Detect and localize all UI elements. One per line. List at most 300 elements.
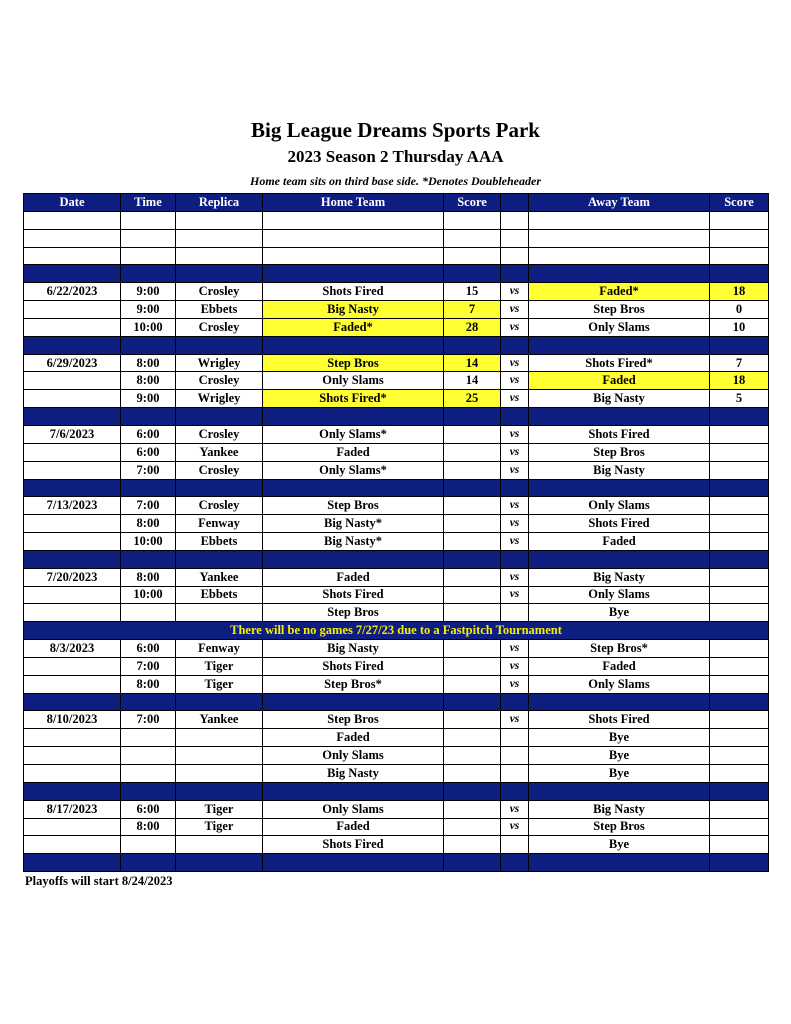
away-team-cell: Step Bros [529, 443, 710, 461]
separator-cell [121, 408, 176, 426]
away-score-cell [710, 836, 769, 854]
vs-cell: vs [501, 515, 529, 533]
home-score-cell [444, 836, 501, 854]
date-cell [24, 461, 121, 479]
away-score-cell: 10 [710, 318, 769, 336]
home-score-cell: 28 [444, 318, 501, 336]
separator-cell [710, 550, 769, 568]
time-cell: 8:00 [121, 675, 176, 693]
away-score-cell [710, 747, 769, 765]
separator-cell [529, 693, 710, 711]
game-row [24, 747, 769, 765]
blank-row [24, 247, 769, 265]
date-cell: 6/22/2023 [24, 283, 121, 301]
date-cell [24, 586, 121, 604]
date-cell [24, 390, 121, 408]
home-score-cell [444, 461, 501, 479]
separator-cell [263, 479, 444, 497]
date-cell [24, 765, 121, 783]
week-separator-row [24, 550, 769, 568]
date-cell [24, 372, 121, 390]
separator-cell [263, 854, 444, 872]
home-team-cell: Step Bros [263, 497, 444, 515]
blank-cell [529, 229, 710, 247]
away-score-cell [710, 568, 769, 586]
away-team-cell: Shots Fired [529, 711, 710, 729]
replica-cell: Ebbets [176, 301, 263, 319]
date-cell [24, 301, 121, 319]
away-score-cell: 18 [710, 283, 769, 301]
home-score-cell [444, 425, 501, 443]
away-score-cell [710, 515, 769, 533]
col-header-date: Date [24, 194, 121, 212]
time-cell [121, 765, 176, 783]
vs-cell [501, 729, 529, 747]
separator-cell [24, 265, 121, 283]
away-score-cell [710, 425, 769, 443]
game-row [24, 443, 769, 461]
separator-cell [24, 479, 121, 497]
blank-row [24, 211, 769, 229]
replica-cell: Yankee [176, 443, 263, 461]
date-cell: 7/13/2023 [24, 497, 121, 515]
separator-cell [710, 408, 769, 426]
vs-cell: vs [501, 800, 529, 818]
separator-cell [710, 693, 769, 711]
week-separator-row [24, 408, 769, 426]
home-team-cell: Faded* [263, 318, 444, 336]
separator-cell [501, 854, 529, 872]
home-team-cell: Big Nasty [263, 640, 444, 658]
separator-cell [529, 265, 710, 283]
time-cell: 7:00 [121, 461, 176, 479]
away-team-cell: Bye [529, 729, 710, 747]
separator-cell [176, 265, 263, 283]
separator-cell [263, 408, 444, 426]
time-cell: 10:00 [121, 533, 176, 551]
home-team-cell: Shots Fired [263, 836, 444, 854]
vs-cell: vs [501, 640, 529, 658]
date-cell [24, 533, 121, 551]
home-score-cell [444, 515, 501, 533]
replica-cell: Yankee [176, 711, 263, 729]
away-score-cell [710, 497, 769, 515]
home-score-cell: 7 [444, 301, 501, 319]
home-score-cell [444, 765, 501, 783]
separator-cell [501, 408, 529, 426]
separator-cell [529, 336, 710, 354]
date-cell: 8/10/2023 [24, 711, 121, 729]
away-score-cell [710, 818, 769, 836]
home-team-cell: Shots Fired [263, 657, 444, 675]
separator-cell [176, 782, 263, 800]
notice-text: There will be no games 7/27/23 due to a Fastpitch Tournament [24, 622, 769, 640]
game-row [24, 800, 769, 818]
separator-cell [121, 265, 176, 283]
home-team-cell: Faded [263, 818, 444, 836]
home-team-cell: Only Slams* [263, 425, 444, 443]
away-team-cell: Faded* [529, 283, 710, 301]
separator-cell [444, 479, 501, 497]
separator-cell [121, 336, 176, 354]
away-score-cell [710, 657, 769, 675]
home-team-cell: Step Bros* [263, 675, 444, 693]
time-cell: 8:00 [121, 515, 176, 533]
replica-cell: Tiger [176, 675, 263, 693]
away-score-cell [710, 675, 769, 693]
vs-cell: vs [501, 318, 529, 336]
replica-cell: Fenway [176, 640, 263, 658]
vs-cell: vs [501, 675, 529, 693]
home-score-cell [444, 747, 501, 765]
separator-cell [710, 854, 769, 872]
away-score-cell [710, 800, 769, 818]
home-team-cell: Big Nasty* [263, 515, 444, 533]
away-score-cell [710, 461, 769, 479]
vs-cell: vs [501, 301, 529, 319]
separator-cell [444, 408, 501, 426]
time-cell: 6:00 [121, 640, 176, 658]
separator-cell [24, 408, 121, 426]
home-team-cell: Step Bros [263, 604, 444, 622]
time-cell: 9:00 [121, 390, 176, 408]
replica-cell: Tiger [176, 800, 263, 818]
week-separator-row [24, 265, 769, 283]
home-score-cell [444, 533, 501, 551]
vs-cell: vs [501, 657, 529, 675]
replica-cell [176, 765, 263, 783]
time-cell [121, 729, 176, 747]
away-team-cell: Bye [529, 765, 710, 783]
away-team-cell: Only Slams [529, 586, 710, 604]
replica-cell: Wrigley [176, 354, 263, 372]
away-team-cell: Only Slams [529, 497, 710, 515]
replica-cell: Tiger [176, 657, 263, 675]
replica-cell [176, 836, 263, 854]
separator-cell [176, 550, 263, 568]
separator-cell [529, 550, 710, 568]
date-cell: 8/3/2023 [24, 640, 121, 658]
home-score-cell: 15 [444, 283, 501, 301]
schedule-body [24, 211, 769, 871]
home-team-cell: Only Slams [263, 747, 444, 765]
week-separator-row [24, 854, 769, 872]
home-score-cell [444, 497, 501, 515]
time-cell: 6:00 [121, 443, 176, 461]
replica-cell: Crosley [176, 425, 263, 443]
separator-cell [121, 854, 176, 872]
home-score-cell: 25 [444, 390, 501, 408]
blank-cell [24, 211, 121, 229]
separator-cell [263, 782, 444, 800]
separator-cell [24, 854, 121, 872]
time-cell: 10:00 [121, 318, 176, 336]
separator-cell [710, 265, 769, 283]
vs-cell: vs [501, 818, 529, 836]
blank-cell [444, 211, 501, 229]
time-cell: 9:00 [121, 301, 176, 319]
home-score-cell [444, 818, 501, 836]
date-cell: 8/17/2023 [24, 800, 121, 818]
separator-cell [444, 782, 501, 800]
date-cell [24, 318, 121, 336]
game-row [24, 640, 769, 658]
away-team-cell: Faded [529, 657, 710, 675]
home-team-cell: Big Nasty [263, 765, 444, 783]
away-team-cell: Faded [529, 372, 710, 390]
week-separator-row [24, 782, 769, 800]
away-team-cell: Step Bros [529, 818, 710, 836]
away-score-cell [710, 640, 769, 658]
home-score-cell [444, 443, 501, 461]
blank-cell [529, 247, 710, 265]
time-cell: 7:00 [121, 711, 176, 729]
separator-cell [263, 693, 444, 711]
away-team-cell: Big Nasty [529, 461, 710, 479]
notice-row [24, 622, 769, 640]
away-score-cell: 7 [710, 354, 769, 372]
week-separator-row [24, 479, 769, 497]
col-header-vs [501, 194, 529, 212]
game-row [24, 390, 769, 408]
col-header-home-team: Home Team [263, 194, 444, 212]
time-cell: 6:00 [121, 800, 176, 818]
game-row [24, 533, 769, 551]
col-header-time: Time [121, 194, 176, 212]
home-team-cell: Only Slams [263, 800, 444, 818]
separator-cell [444, 693, 501, 711]
blank-cell [501, 211, 529, 229]
away-team-cell: Big Nasty [529, 800, 710, 818]
separator-cell [121, 693, 176, 711]
time-cell: 7:00 [121, 657, 176, 675]
home-team-cell: Step Bros [263, 711, 444, 729]
game-row [24, 711, 769, 729]
vs-cell: vs [501, 461, 529, 479]
game-row [24, 283, 769, 301]
week-separator-row [24, 336, 769, 354]
blank-cell [444, 247, 501, 265]
date-cell [24, 443, 121, 461]
away-team-cell: Only Slams [529, 675, 710, 693]
week-separator-row [24, 693, 769, 711]
replica-cell: Fenway [176, 515, 263, 533]
playoffs-footer: Playoffs will start 8/24/2023 [25, 874, 173, 888]
separator-cell [121, 782, 176, 800]
col-header-home-score: Score [444, 194, 501, 212]
away-team-cell: Only Slams [529, 318, 710, 336]
away-team-cell: Big Nasty [529, 568, 710, 586]
game-row [24, 765, 769, 783]
vs-cell: vs [501, 354, 529, 372]
away-team-cell: Bye [529, 604, 710, 622]
separator-cell [529, 854, 710, 872]
replica-cell [176, 729, 263, 747]
home-score-cell [444, 586, 501, 604]
home-team-cell: Shots Fired [263, 283, 444, 301]
date-cell [24, 515, 121, 533]
vs-cell [501, 747, 529, 765]
game-row [24, 515, 769, 533]
time-cell: 9:00 [121, 283, 176, 301]
separator-cell [501, 479, 529, 497]
separator-cell [710, 479, 769, 497]
away-score-cell [710, 586, 769, 604]
blank-cell [710, 211, 769, 229]
separator-cell [529, 479, 710, 497]
blank-cell [176, 247, 263, 265]
separator-cell [263, 550, 444, 568]
date-cell: 7/20/2023 [24, 568, 121, 586]
replica-cell: Crosley [176, 318, 263, 336]
away-score-cell [710, 604, 769, 622]
away-team-cell: Faded [529, 533, 710, 551]
blank-row [24, 229, 769, 247]
blank-cell [24, 229, 121, 247]
vs-cell: vs [501, 283, 529, 301]
date-cell [24, 729, 121, 747]
replica-cell [176, 747, 263, 765]
home-score-cell [444, 640, 501, 658]
separator-cell [444, 854, 501, 872]
date-cell [24, 747, 121, 765]
date-cell [24, 836, 121, 854]
away-team-cell: Big Nasty [529, 390, 710, 408]
separator-cell [263, 336, 444, 354]
away-team-cell: Shots Fired [529, 425, 710, 443]
home-score-cell: 14 [444, 354, 501, 372]
time-cell: 6:00 [121, 425, 176, 443]
away-score-cell: 5 [710, 390, 769, 408]
separator-cell [501, 336, 529, 354]
replica-cell: Crosley [176, 283, 263, 301]
blank-cell [444, 229, 501, 247]
separator-cell [24, 782, 121, 800]
game-row [24, 818, 769, 836]
home-team-cell: Step Bros [263, 354, 444, 372]
time-cell [121, 604, 176, 622]
game-row [24, 497, 769, 515]
separator-cell [501, 693, 529, 711]
replica-cell: Yankee [176, 568, 263, 586]
away-team-cell: Bye [529, 836, 710, 854]
separator-cell [501, 782, 529, 800]
replica-cell: Crosley [176, 461, 263, 479]
blank-cell [121, 229, 176, 247]
header-note: Home team sits on third base side. *Denotes Doubleheader [250, 174, 541, 188]
vs-cell [501, 836, 529, 854]
home-team-cell: Faded [263, 443, 444, 461]
home-score-cell [444, 800, 501, 818]
replica-cell: Wrigley [176, 390, 263, 408]
time-cell: 8:00 [121, 818, 176, 836]
blank-cell [121, 247, 176, 265]
separator-cell [176, 693, 263, 711]
replica-cell: Tiger [176, 818, 263, 836]
page-subtitle: 2023 Season 2 Thursday AAA [287, 147, 504, 166]
time-cell: 8:00 [121, 354, 176, 372]
game-row [24, 354, 769, 372]
separator-cell [710, 782, 769, 800]
separator-cell [529, 782, 710, 800]
game-row [24, 729, 769, 747]
date-cell [24, 604, 121, 622]
home-score-cell [444, 675, 501, 693]
separator-cell [444, 265, 501, 283]
home-team-cell: Only Slams [263, 372, 444, 390]
separator-cell [176, 854, 263, 872]
date-cell [24, 657, 121, 675]
separator-cell [121, 479, 176, 497]
home-team-cell: Shots Fired [263, 586, 444, 604]
vs-cell: vs [501, 533, 529, 551]
col-header-replica: Replica [176, 194, 263, 212]
away-score-cell: 18 [710, 372, 769, 390]
blank-cell [24, 247, 121, 265]
table-header-row [24, 194, 769, 212]
vs-cell: vs [501, 711, 529, 729]
home-team-cell: Big Nasty [263, 301, 444, 319]
away-score-cell [710, 533, 769, 551]
blank-cell [501, 247, 529, 265]
away-score-cell [710, 765, 769, 783]
game-row [24, 425, 769, 443]
time-cell: 8:00 [121, 372, 176, 390]
time-cell: 8:00 [121, 568, 176, 586]
separator-cell [444, 336, 501, 354]
time-cell: 10:00 [121, 586, 176, 604]
vs-cell: vs [501, 443, 529, 461]
separator-cell [529, 408, 710, 426]
game-row [24, 372, 769, 390]
blank-cell [176, 229, 263, 247]
vs-cell: vs [501, 586, 529, 604]
vs-cell: vs [501, 372, 529, 390]
game-row [24, 675, 769, 693]
home-team-cell: Only Slams* [263, 461, 444, 479]
separator-cell [176, 479, 263, 497]
vs-cell: vs [501, 497, 529, 515]
game-row [24, 461, 769, 479]
time-cell [121, 747, 176, 765]
vs-cell: vs [501, 568, 529, 586]
home-score-cell [444, 568, 501, 586]
separator-cell [24, 693, 121, 711]
date-cell [24, 675, 121, 693]
date-cell: 7/6/2023 [24, 425, 121, 443]
blank-cell [529, 211, 710, 229]
game-row [24, 836, 769, 854]
separator-cell [176, 408, 263, 426]
blank-cell [710, 247, 769, 265]
separator-cell [710, 336, 769, 354]
separator-cell [263, 265, 444, 283]
home-score-cell [444, 604, 501, 622]
col-header-away-team: Away Team [529, 194, 710, 212]
blank-cell [710, 229, 769, 247]
home-score-cell [444, 657, 501, 675]
date-cell [24, 818, 121, 836]
game-row [24, 301, 769, 319]
separator-cell [176, 336, 263, 354]
away-team-cell: Step Bros* [529, 640, 710, 658]
blank-cell [263, 247, 444, 265]
away-team-cell: Step Bros [529, 301, 710, 319]
home-score-cell [444, 729, 501, 747]
vs-cell [501, 604, 529, 622]
separator-cell [24, 550, 121, 568]
game-row [24, 318, 769, 336]
